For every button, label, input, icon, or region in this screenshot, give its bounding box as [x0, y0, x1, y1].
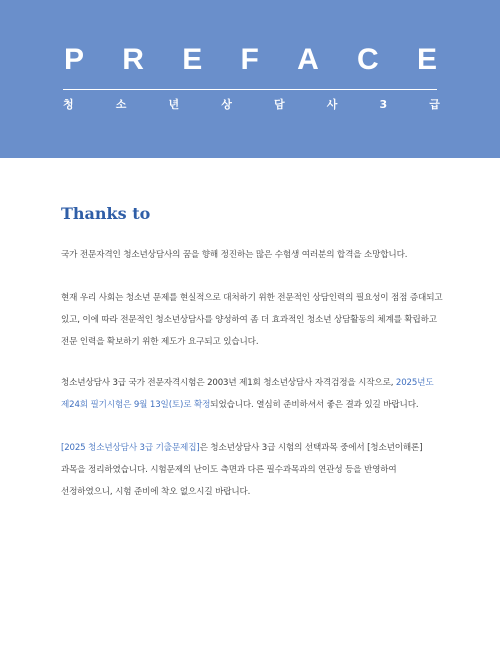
title-letter: E	[416, 43, 437, 76]
book-title-highlight: [2025 청소년상담사 3급 기출문제집]	[61, 443, 200, 453]
preface-title	[0, 40, 500, 80]
title-letter: F	[240, 43, 259, 76]
paragraph-3	[61, 372, 445, 416]
paragraph-2: 현재 우리 사회는 청소년 문제를 현실적으로 대처하기 위한 전문적인 상담인력의 필요성이 점점 증대되고 있고, 이에 따라 전문적인 청소년상담사를 양성하여 좀 더 효과적인 청소년 상담활동의 체계를 확립하고 전문 인력을 확보하기 위한 제도가 요구되고 있습니다.	[61, 293, 443, 347]
title-letter: E	[182, 43, 203, 76]
subtitle-char: 청	[63, 98, 74, 111]
subtitle-char: 상	[221, 98, 232, 111]
subtitle-char: 급	[429, 98, 440, 111]
paragraph-4	[61, 437, 445, 503]
paragraph-4-text: 은 청소년상담사 3급 시험의 선택과목 중에서 [청소년이해론] 과목을 정리하였습니다. 시험문제의 난이도 측면과 다른 필수과목과의 연관성 등을 반영하여 선정하였으니, 시험 준비에 착오 없으시길 바랍니다.	[61, 443, 423, 497]
title-letter: C	[357, 43, 379, 76]
exam-date-highlight: 2025년도 제24회 필기시험은 9월 13일(토)로 확정	[61, 378, 434, 410]
paragraph-3-text-end: 되었습니다. 열심히 준비하셔서 좋은 결과 있길 바랍니다.	[210, 400, 419, 410]
paragraph-1: 국가 전문자격인 청소년상담사의 꿈을 향해 정진하는 많은 수험생 여러분의 합격을 소망합니다.	[61, 250, 408, 260]
subtitle-char: 3	[379, 98, 388, 111]
preface-banner	[0, 0, 500, 158]
paragraph-3-text: 청소년상담사 3급 국가 전문자격시험은 2003년 제1회 청소년상담사 자격검정을 시작으로,	[61, 378, 396, 388]
thanks-heading: Thanks to	[61, 204, 151, 223]
title-letter: P	[64, 43, 85, 76]
banner-divider	[63, 89, 437, 90]
subtitle-char: 소	[115, 98, 127, 111]
subtitle-char: 년	[168, 98, 180, 111]
preface-subtitle	[0, 97, 500, 113]
title-letter: A	[297, 43, 319, 76]
title-letter: R	[122, 43, 144, 76]
subtitle-char: 담	[274, 98, 285, 111]
subtitle-char: 사	[326, 98, 338, 111]
